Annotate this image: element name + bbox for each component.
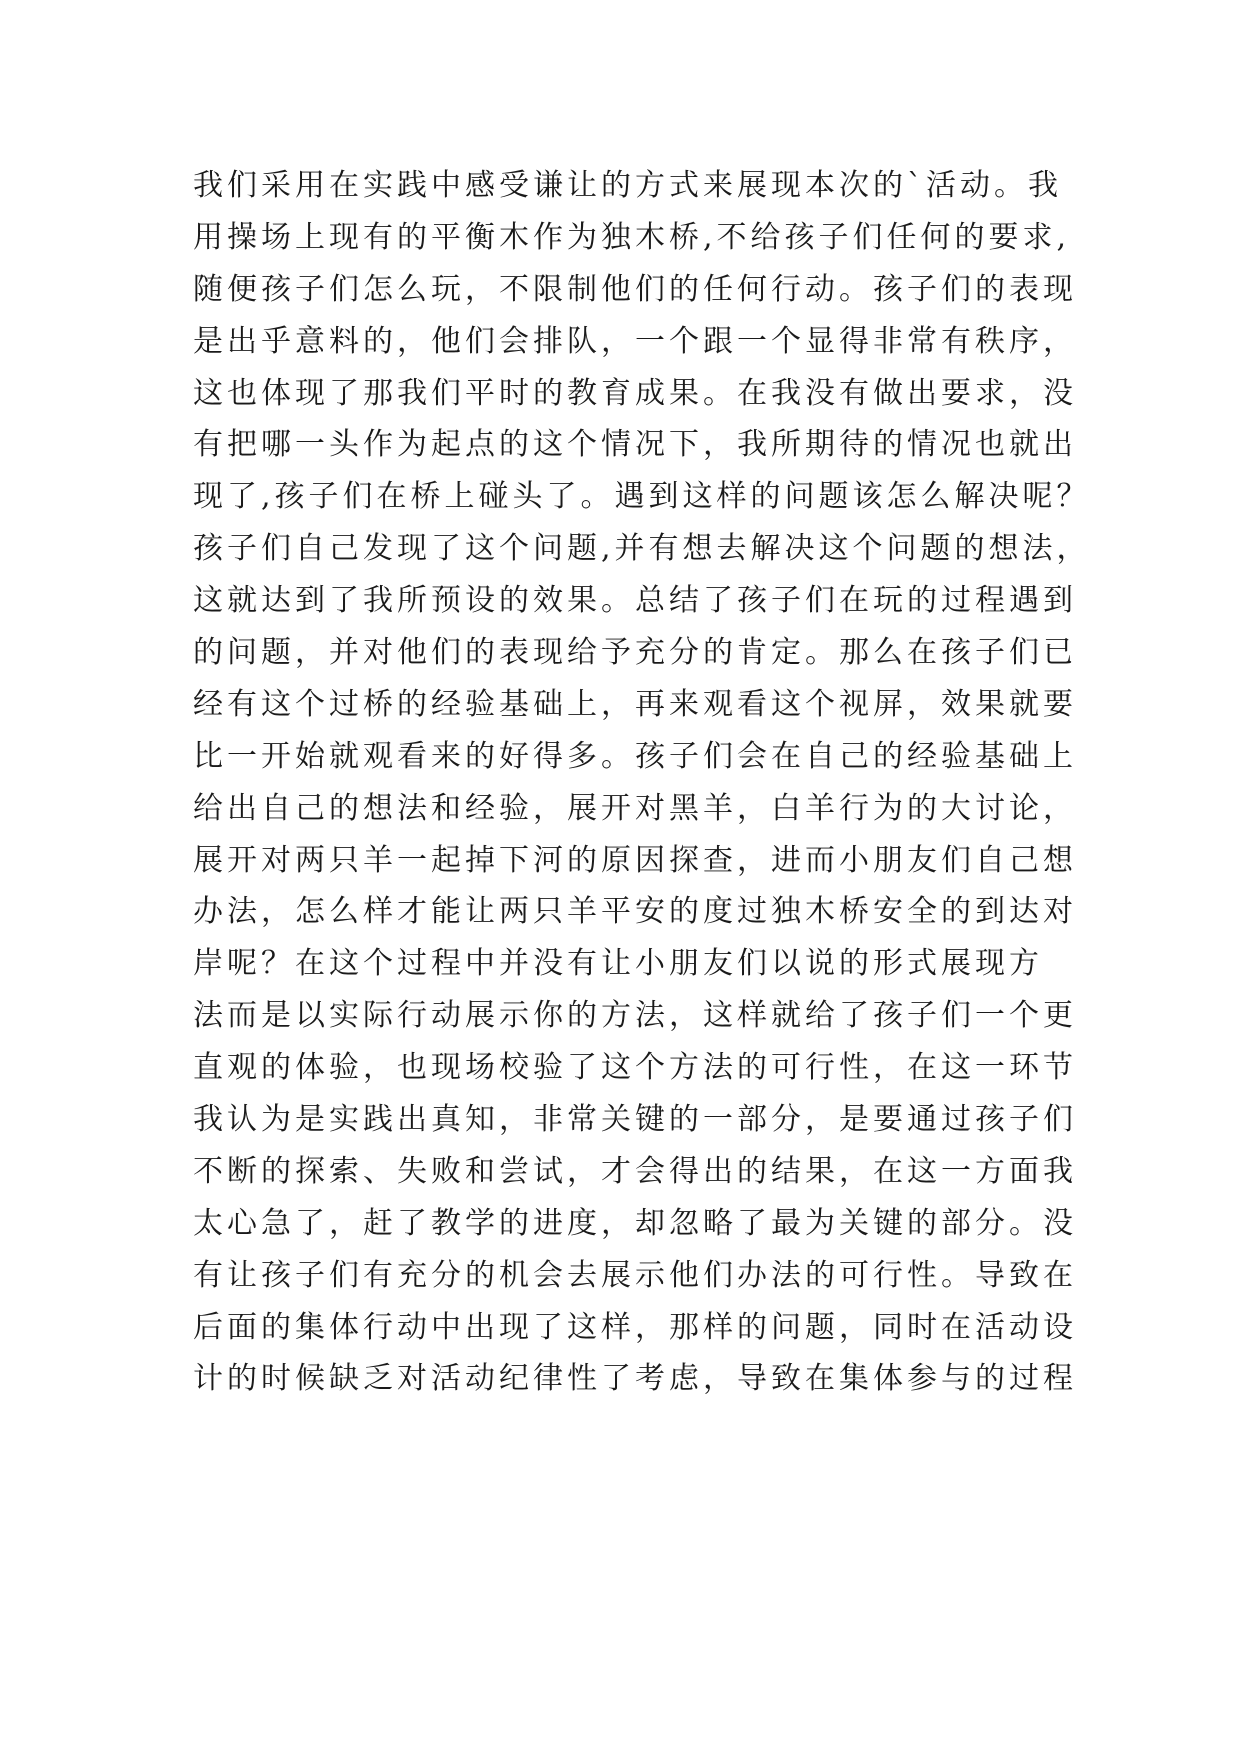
- text-line: 的问题，并对他们的表现给予充分的肯定。那么在孩子们已: [193, 635, 1077, 671]
- body-text: [193, 160, 1093, 1405]
- text-line: 我认为是实践出真知，非常关键的一部分，是要通过孩子们: [193, 1102, 1077, 1138]
- text-line: 现了,孩子们在桥上碰头了。遇到这样的问题该怎么解决呢？: [193, 479, 1091, 515]
- text-line: 这也体现了那我们平时的教育成果。在我没有做出要求，没: [193, 375, 1077, 411]
- text-line: 直观的体验，也现场校验了这个方法的可行性，在这一环节: [193, 1050, 1077, 1086]
- text-line: 太心急了，赶了教学的进度，却忽略了最为关键的部分。没: [193, 1205, 1077, 1241]
- text-line: 有让孩子们有充分的机会去展示他们办法的可行性。导致在: [193, 1257, 1077, 1293]
- text-line: 随便孩子们怎么玩，不限制他们的任何行动。孩子们的表现: [193, 271, 1077, 307]
- text-line: 经有这个过桥的经验基础上，再来观看这个视屏，效果就要: [193, 686, 1077, 722]
- text-line: 岸呢？在这个过程中并没有让小朋友们以说的形式展现方: [193, 946, 1043, 982]
- text-line: 我们采用在实践中感受谦让的方式来展现本次的`活动。我: [193, 168, 1062, 203]
- text-line: 办法，怎么样才能让两只羊平安的度过独木桥安全的到达对: [193, 894, 1077, 930]
- text-line: 法而是以实际行动展示你的方法，这样就给了孩子们一个更: [193, 998, 1077, 1034]
- text-line: 给出自己的想法和经验，展开对黑羊，白羊行为的大讨论，: [193, 790, 1077, 826]
- text-line: 后面的集体行动中出现了这样，那样的问题，同时在活动设: [193, 1309, 1077, 1345]
- text-line: 有把哪一头作为起点的这个情况下，我所期待的情况也就出: [193, 427, 1077, 463]
- text-line: 不断的探索、失败和尝试，才会得出的结果，在这一方面我: [193, 1153, 1077, 1189]
- text-line: 用操场上现有的平衡木作为独木桥,不给孩子们任何的要求,: [193, 219, 1071, 255]
- text-line: 展开对两只羊一起掉下河的原因探查，进而小朋友们自己想: [193, 842, 1077, 878]
- text-line: 这就达到了我所预设的效果。总结了孩子们在玩的过程遇到: [193, 583, 1077, 619]
- text-line: 计的时候缺乏对活动纪律性了考虑，导致在集体参与的过程: [193, 1361, 1077, 1397]
- text-line: 比一开始就观看来的好得多。孩子们会在自己的经验基础上: [193, 738, 1077, 774]
- text-line: 孩子们自己发现了这个问题,并有想去解决这个问题的想法，: [193, 531, 1091, 567]
- text-line: 是出乎意料的，他们会排队，一个跟一个显得非常有秩序，: [193, 323, 1077, 359]
